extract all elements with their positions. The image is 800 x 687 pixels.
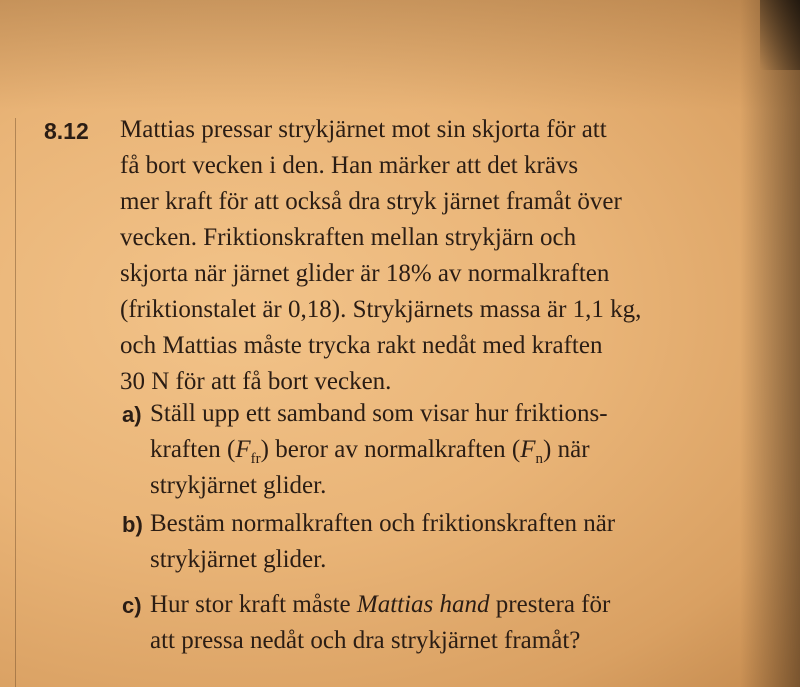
subscript-n: n [535,451,544,467]
problem-line-3: mer kraft för att också dra stryk järnet framåt över [120,188,622,215]
subquestion-c-line-2: att pressa nedåt och dra strykjärnet framåt? [150,627,581,654]
subquestion-c-line-1 [150,587,610,623]
problem-line-5: skjorta när järnet glider är 18% av normalkraften [120,260,610,287]
subquestion-a [150,396,608,504]
symbol-F: F [235,436,251,463]
subscript-fr: fr [250,451,261,467]
subquestion-a-line-2 [150,432,608,468]
margin-rule [15,118,16,687]
subquestion-b-line-2: strykjärnet glider. [150,546,327,573]
page-corner-shadow [760,0,800,70]
subquestion-c [150,587,610,659]
problem-line-2: få bort vecken i den. Han märker att det krävs [120,152,579,179]
symbol-F: F [520,436,536,463]
problem-line-8: 30 N för att få bort vecken. [120,368,392,395]
subquestion-a-line-3: strykjärnet glider. [150,472,327,499]
subquestion-a-line-1: Ställ upp ett samband som visar hur friktions- [150,400,608,427]
problem-line-6: (friktionstalet är 0,18). Strykjärnets massa är 1,1 kg, [120,296,642,323]
text-fragment: ) när [543,436,590,463]
problem-number: 8.12 [44,118,89,144]
page-shadow-top [0,0,800,110]
problem-line-4: vecken. Friktionskraften mellan strykjärn och [120,224,577,251]
subquestion-c-label: c) [122,593,142,618]
italic-text: Mattias hand [356,591,490,618]
text-fragment: prestera för [489,591,611,618]
text-fragment: Hur stor kraft måste [150,591,357,618]
problem-text [120,112,780,400]
text-fragment: kraften ( [150,436,236,463]
subquestion-b-label: b) [122,512,143,537]
subquestion-b [150,506,615,578]
subquestion-b-line-1: Bestäm normalkraften och friktionskraften när [150,510,616,537]
problem-line-1: Mattias pressar strykjärnet mot sin skjorta för att [120,116,607,143]
problem-line-7: och Mattias måste trycka rakt nedåt med kraften [120,332,603,359]
subquestion-a-label: a) [122,402,142,427]
text-fragment: ) beror av normalkraften ( [260,436,521,463]
